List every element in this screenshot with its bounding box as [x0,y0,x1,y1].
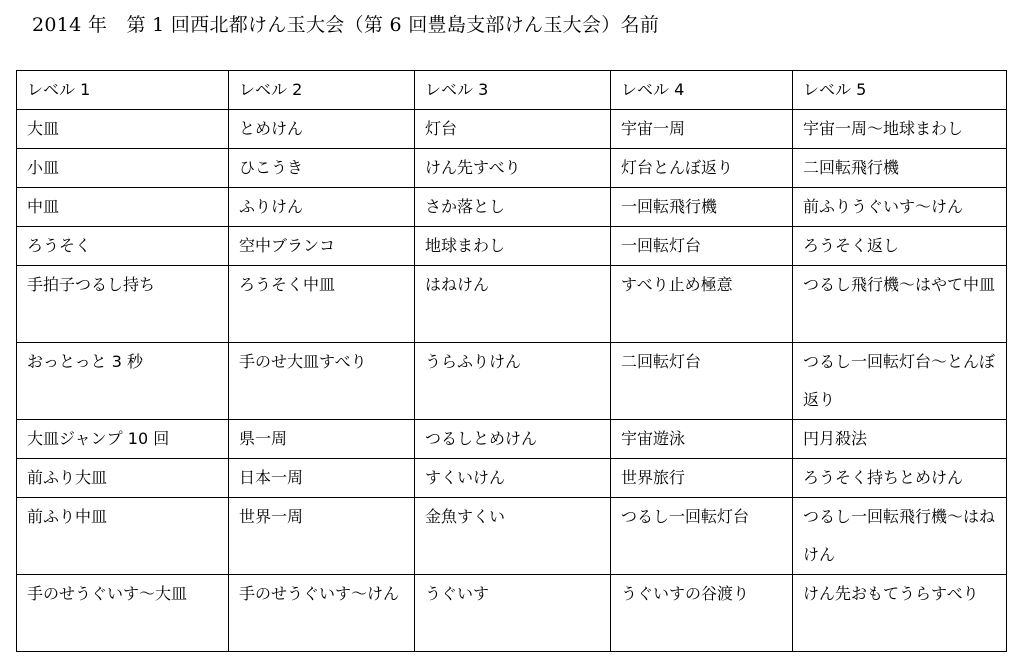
table-cell: すべり止め極意 [611,266,793,343]
table-cell: つるし一回転灯台～とんぼ返り [793,343,1007,420]
table-cell: ろうそく中皿 [229,266,415,343]
table-cell: 前ふり大皿 [17,459,229,498]
table-cell: うらふりけん [415,343,611,420]
table-cell: 日本一周 [229,459,415,498]
table-row [17,459,1007,498]
table-cell: 前ふり中皿 [17,498,229,575]
table-row [17,498,1007,575]
table-cell: 金魚すくい [415,498,611,575]
table-cell: 一回転飛行機 [611,188,793,227]
table-cell: 円月殺法 [793,420,1007,459]
table-cell: ひこうき [229,149,415,188]
table-row [17,420,1007,459]
table-cell: 大皿ジャンプ 10 回 [17,420,229,459]
table-row [17,110,1007,149]
table-cell: つるしとめけん [415,420,611,459]
table-cell: ろうそく [17,227,229,266]
table-cell: 地球まわし [415,227,611,266]
column-header-level-5: レベル 5 [793,71,1007,110]
table-cell: 手のせ大皿すべり [229,343,415,420]
column-header-level-1: レベル 1 [17,71,229,110]
table-cell: 世界旅行 [611,459,793,498]
table-row [17,266,1007,343]
table-cell: けん先おもてうらすべり [793,575,1007,652]
table-cell: 手のせうぐいす～けん [229,575,415,652]
table-cell: うぐいすの谷渡り [611,575,793,652]
table-cell: 宇宙一周 [611,110,793,149]
table-header-row [17,71,1007,110]
document-title: 2014 年 第 1 回西北都けん玉大会（第 6 回豊島支部けん玉大会）名前 [32,14,660,36]
level-table [16,70,1007,652]
table-cell: ろうそく持ちとめけん [793,459,1007,498]
table-cell: 世界一周 [229,498,415,575]
table-cell: 宇宙一周～地球まわし [793,110,1007,149]
table-cell: けん先すべり [415,149,611,188]
table-cell: つるし一回転飛行機～はねけん [793,498,1007,575]
table-cell: さか落とし [415,188,611,227]
table-cell: 小皿 [17,149,229,188]
column-header-level-4: レベル 4 [611,71,793,110]
table-row [17,149,1007,188]
table-cell: つるし飛行機～はやて中皿 [793,266,1007,343]
table-cell: 灯台 [415,110,611,149]
column-header-level-3: レベル 3 [415,71,611,110]
table-cell: 二回転飛行機 [793,149,1007,188]
table-row [17,575,1007,652]
table-cell: はねけん [415,266,611,343]
table-cell: すくいけん [415,459,611,498]
table-row [17,188,1007,227]
table-cell: 一回転灯台 [611,227,793,266]
table-cell: 二回転灯台 [611,343,793,420]
table-cell: 手のせうぐいす～大皿 [17,575,229,652]
table-row [17,343,1007,420]
table-cell: 空中ブランコ [229,227,415,266]
table-row [17,227,1007,266]
table-cell: うぐいす [415,575,611,652]
table-cell: つるし一回転灯台 [611,498,793,575]
table-cell: おっとっと 3 秒 [17,343,229,420]
column-header-level-2: レベル 2 [229,71,415,110]
table-cell: とめけん [229,110,415,149]
table-cell: 宇宙遊泳 [611,420,793,459]
table-cell: 手拍子つるし持ち [17,266,229,343]
table-cell: ふりけん [229,188,415,227]
table-cell: 大皿 [17,110,229,149]
table-cell: ろうそく返し [793,227,1007,266]
table-cell: 中皿 [17,188,229,227]
table-cell: 県一周 [229,420,415,459]
table-cell: 灯台とんぼ返り [611,149,793,188]
table-cell: 前ふりうぐいす～けん [793,188,1007,227]
